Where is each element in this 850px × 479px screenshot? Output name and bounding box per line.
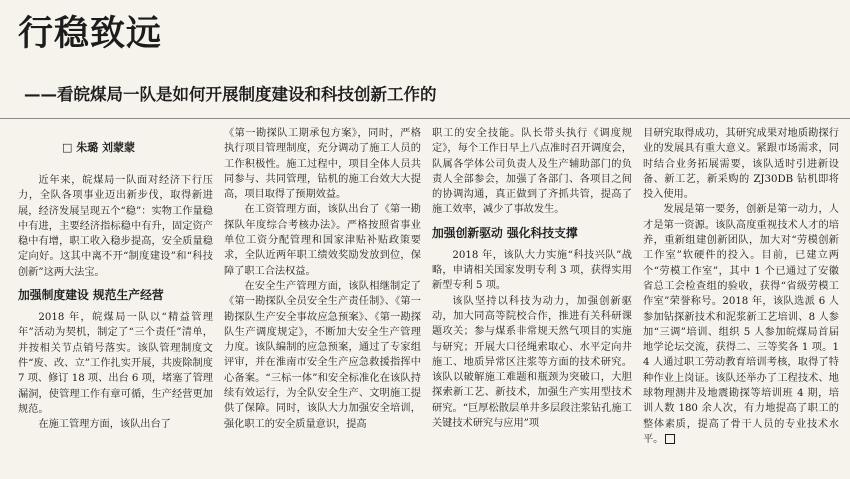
final-paragraph — [643, 202, 839, 447]
section-title-system: 加强制度建设 规范生产经营 — [18, 288, 164, 303]
paragraph: 《第一勘探队工期承包方案》，同时，严格执行项目管理制度，充分调动了施工人员的工作积极性。施工过程中，项目全体人员共同参与、共同管理，钻机的施工台效大大提高，项目取得了预期效益。 — [224, 128, 421, 201]
paragraph: 2018 年，该队大力实施“科技兴队”战略，申请相关国家发明专利 3 项，获得实用新型专利 5 项。 — [432, 249, 632, 292]
paragraph: 职工的安全技能。队长带头执行《调度规定》，每个工作日早上八点准时召开调度会，队属各学体公司负责人及生产辅助部门的负责人全部参会，加强了各部门、各项目之间的协调沟通，真正做到了齐抓共管，提高了施工效率，减少了事故发生。 — [432, 128, 632, 216]
paragraph: 在工资管理方面，该队出台了《第一勘探队年度综合考核办法》。严格按照省事业单位工资分配管理和国家津贴补贴政策要求，全队近两年职工绩效奖励发放到位，保障了职工合法权益。 — [224, 204, 421, 277]
paragraph: 在施工管理方面，该队出台了 — [38, 419, 171, 431]
paragraph: 在安全生产管理方面，该队相继制定了《第一勘探队全员安全生产责任制》、《第一勘探队生产安全事故应急预案》、《第一勘探队生产调度规定》，不断加大安全生产管理力度。该队编制的应急预案，通过了专家组评审，并在淮南市安全生产应急救援指挥中心备案。“三标一体”和安全标准化在该队持续有效运行，为全队安全生产、文明施工提供了保障。同时，该队大力加强安全培训，强化职工的安全质量意识，提高 — [224, 280, 421, 430]
subheadline: ——看皖煤局一队是如何开展制度建设和科技创新工作的 — [24, 85, 437, 104]
column-1 — [18, 126, 213, 476]
byline: □ 朱璐 刘蒙蒙 — [62, 141, 136, 154]
header-rule — [0, 118, 850, 119]
end-mark-icon — [665, 434, 675, 444]
column-2 — [224, 126, 421, 476]
final-paragraph-text: 发展是第一要务，创新是第一动力，人才是第一资源。该队高度重视技术人才的培养，重新组建创新团队，加大对“劳模创新工作室”软硬件的投入。目前，已建立两个“劳模工作室”，其中 1 个已通过了安徽省总工会检查组的验收，获得“省级劳模工作室”荣誉称号。2018 年，该队选派 6 人参加钻探新技术和泥浆新工艺培训、8 人参加“三调”培训、组织 5 人参加皖煤局首届地学论坛交流，获得二、三等奖各 1 项。14 人通过职工劳动教育培训考核，取得了特种作业上岗证。该队还举办了工程技术、地球物理测井及地震勘探等培训班 4 期，培训人数 180 余人次，有力地提高了职工的整体素质，提高了骨干人员的专业技术水平。 — [643, 204, 839, 445]
column-4 — [643, 126, 839, 476]
intro-paragraph: 近年来，皖煤局一队面对经济下行压力，全队各项事业迈出新步伐，取得新进展，经济发展呈现五个“稳”：实物工作量稳中有进，主要经济指标稳中有升，固定资产稳中有增，职工收入稳步提高，安全质量稳定向好。这其中离不开“制度建设”和“科技创新”这两大法宝。 — [18, 175, 213, 278]
headline: 行稳致远 — [18, 14, 163, 54]
paragraph: 目研究取得成功，其研究成果对地质勘探行业的发展具有重大意义。紧跟市场需求，同时结合业务拓展需要，该队适时引进新设备、新工艺，新采购的 ZJ30DB 钻机即将投入使用。 — [643, 128, 839, 201]
paragraph: 该队坚持以科技为动力，加强创新驱动，加大同高等院校合作，推进有关科研课题攻关；参与煤系非常规天然气项目的实施与研究；开展大口径绳索取心、水平定向井施工、地质异常区注浆等方面的技术研究。该队以破解施工难题和瓶颈为突破口，大胆探索新工艺、新技术，加强生产实用型技术研究。“巨厚松散层单井多层段注浆钻孔施工关键技术研究与应用”项 — [432, 295, 632, 430]
column-3 — [432, 126, 632, 476]
paragraph: 2018 年，皖煤局一队以“精益管理年”活动为契机，制定了“三个责任”清单，并按相关节点销号落实。该队管理制度文件“废、改、立”工作扎实开展，共废除制度 7 项、修订 18 项、出台 6 项，堵塞了管理漏洞，使管理工作有章可循，生产经营更加规范。 — [18, 312, 213, 415]
section-title-innovation: 加强创新驱动 强化科技支撑 — [432, 225, 578, 240]
